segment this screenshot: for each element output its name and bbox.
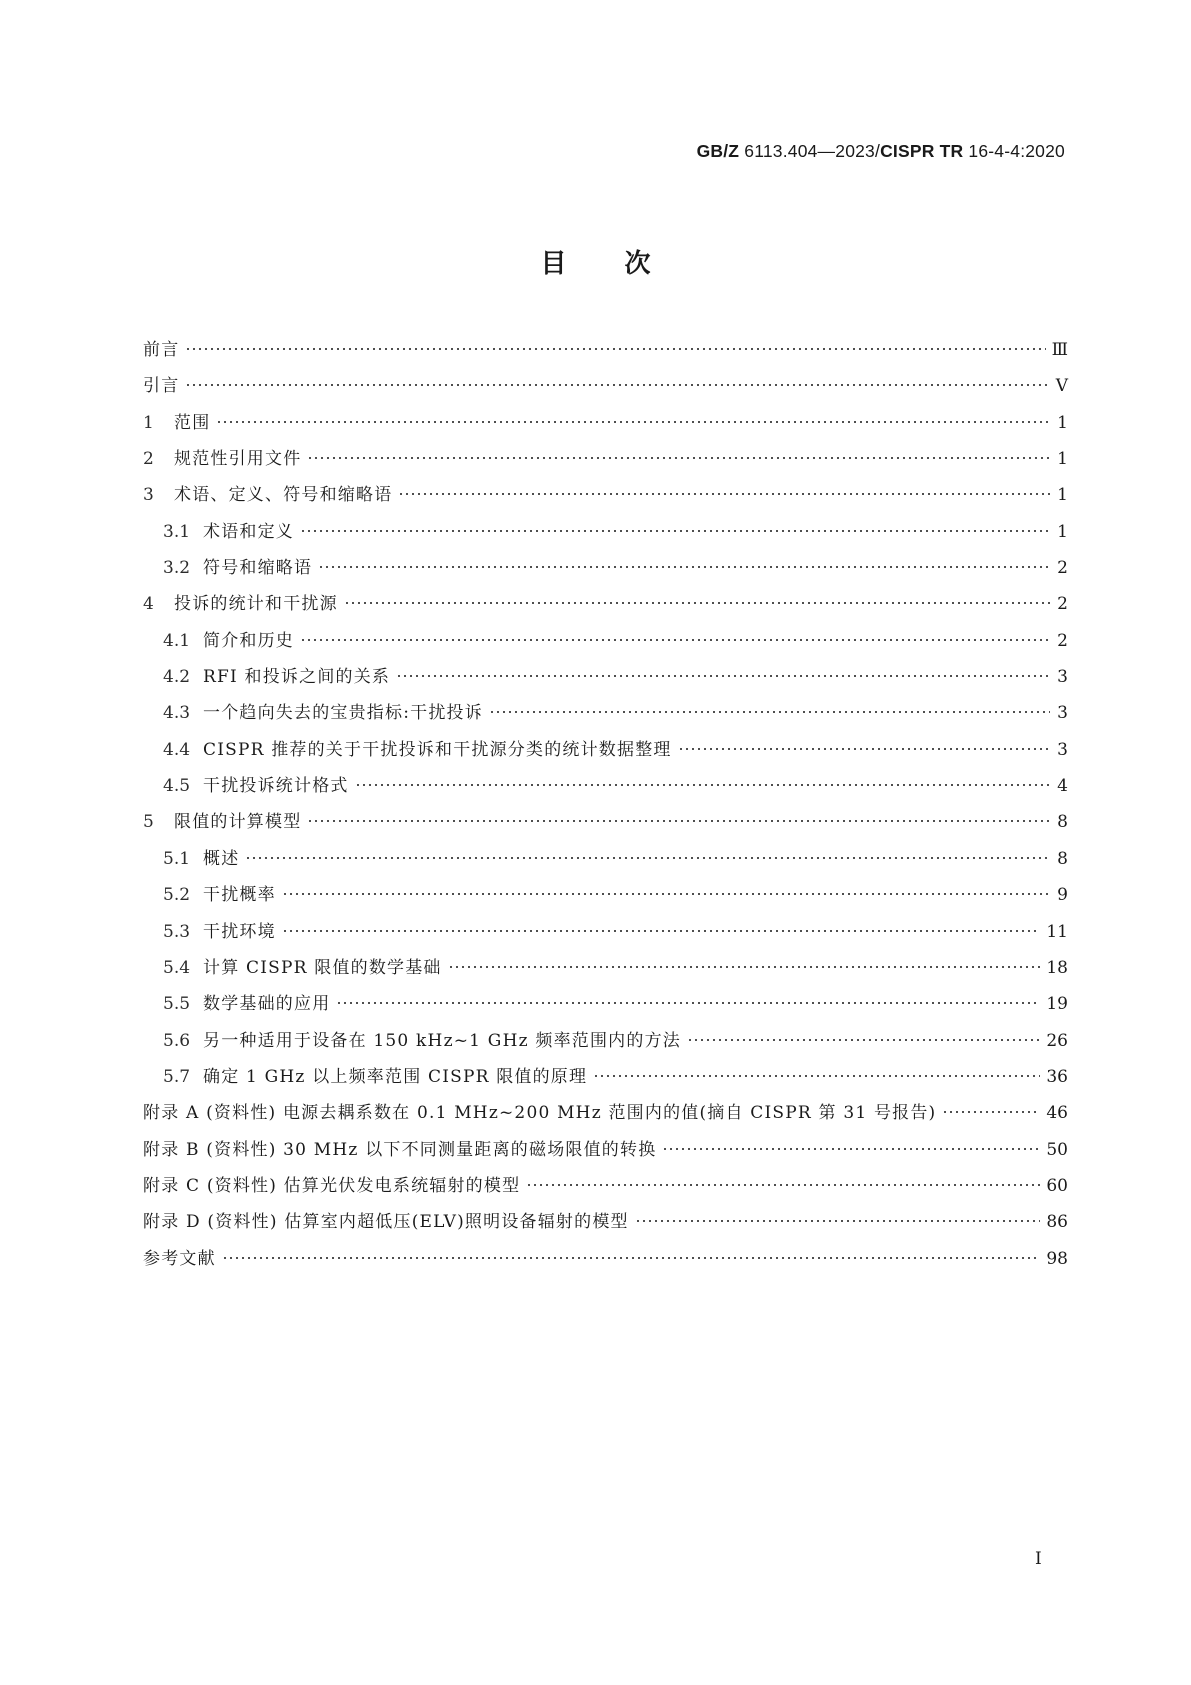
toc-entry-title: 规范性引用文件 — [174, 449, 302, 470]
toc-entry-title: 前言 — [143, 340, 180, 360]
page-number: Ⅰ — [1035, 1549, 1042, 1569]
toc-leader-dots — [185, 347, 1045, 351]
toc-entry-number: 5.6 — [163, 1030, 191, 1051]
toc-entry-number: 5.1 — [163, 848, 191, 869]
toc-entry-title: 限值的计算模型 — [174, 812, 302, 833]
toc-entry-page: 1 — [1057, 521, 1068, 542]
toc-entry[interactable] — [143, 1207, 1068, 1243]
toc-entry-number: 3.1 — [163, 521, 191, 542]
toc-entry-number: 1 — [143, 412, 154, 433]
toc-entry-title: 干扰概率 — [203, 885, 276, 906]
toc-leader-dots — [355, 783, 1050, 787]
toc-leader-dots — [662, 1147, 1040, 1151]
toc-leader-dots — [489, 710, 1050, 714]
toc-entry-number: 4.2 — [163, 667, 191, 688]
toc-entry-page: 19 — [1046, 994, 1068, 1015]
toc-entry-page: 1 — [1057, 449, 1068, 470]
toc-leader-dots — [336, 1001, 1040, 1005]
toc-entry-number: 4.1 — [163, 630, 191, 651]
toc-entry[interactable] — [143, 408, 1068, 444]
toc-entry-title: 术语、定义、符号和缩略语 — [174, 485, 393, 506]
toc-entry-title: 干扰投诉统计格式 — [203, 776, 349, 797]
toc-entry-page: 46 — [1046, 1103, 1068, 1124]
toc-entry-title: 附录 A (资料性) 电源去耦系数在 0.1 MHz~200 MHz 范围内的值(摘自 CISPR 第 31 号报告) — [143, 1103, 937, 1124]
toc-entry-number: 4.5 — [163, 776, 191, 797]
toc-entry-title: 附录 D (资料性) 估算室内超低压(ELV)照明设备辐射的模型 — [143, 1212, 629, 1233]
toc-leader-dots — [222, 1256, 1041, 1260]
toc-leader-dots — [526, 1183, 1040, 1187]
document-code-prefix: GB/Z — [696, 141, 740, 161]
toc-entry-page: 98 — [1046, 1248, 1068, 1269]
table-of-contents — [143, 335, 1068, 1280]
toc-entry[interactable] — [143, 517, 1068, 553]
toc-entry[interactable] — [143, 662, 1068, 698]
toc-entry-page: 8 — [1057, 812, 1068, 833]
toc-entry-page: 4 — [1057, 776, 1068, 797]
toc-entry-page: 3 — [1057, 703, 1068, 724]
toc-leader-dots — [300, 529, 1050, 533]
toc-entry-title: 附录 B (资料性) 30 MHz 以下不同测量距离的磁场限值的转换 — [143, 1139, 657, 1160]
toc-entry-number: 5.2 — [163, 885, 191, 906]
toc-entry-page: 60 — [1046, 1175, 1068, 1196]
toc-entry[interactable] — [143, 335, 1068, 371]
toc-entry-title: 确定 1 GHz 以上频率范围 CISPR 限值的原理 — [203, 1066, 588, 1087]
toc-entry-title: 数学基础的应用 — [203, 994, 331, 1015]
toc-entry-title: 一个趋向失去的宝贵指标:干扰投诉 — [203, 703, 483, 724]
toc-leader-dots — [678, 747, 1050, 751]
toc-entry-title: 简介和历史 — [203, 630, 294, 651]
toc-entry[interactable] — [143, 989, 1068, 1025]
toc-leader-dots — [635, 1219, 1041, 1223]
toc-entry-title: 参考文献 — [143, 1248, 216, 1269]
toc-entry-page: 86 — [1046, 1212, 1068, 1233]
toc-entry-title: 投诉的统计和干扰源 — [174, 594, 338, 615]
toc-entry[interactable] — [143, 698, 1068, 734]
toc-entry[interactable] — [143, 553, 1068, 589]
toc-entry[interactable] — [143, 1171, 1068, 1207]
toc-entry-page: 9 — [1057, 885, 1068, 906]
toc-entry-page: 11 — [1046, 921, 1068, 942]
toc-leader-dots — [307, 456, 1050, 460]
toc-entry-number: 2 — [143, 449, 154, 470]
document-code-number: 6113.404—2023/ — [739, 141, 881, 161]
document-code-cispr: CISPR TR — [880, 141, 964, 161]
toc-leader-dots — [185, 383, 1049, 387]
toc-entry[interactable] — [143, 771, 1068, 807]
document-code — [697, 141, 1065, 162]
toc-entry-page: 8 — [1057, 848, 1068, 869]
toc-entry[interactable] — [143, 917, 1068, 953]
toc-leader-dots — [245, 856, 1050, 860]
toc-entry-page: 26 — [1046, 1030, 1068, 1051]
toc-entry[interactable] — [143, 589, 1068, 625]
toc-entry-page: 3 — [1057, 667, 1068, 688]
toc-entry-page: 18 — [1046, 957, 1068, 978]
toc-entry-number: 5 — [143, 812, 154, 833]
toc-entry-page: 1 — [1057, 412, 1068, 433]
toc-entry-title: 范围 — [174, 412, 211, 433]
toc-entry[interactable] — [143, 1098, 1068, 1134]
toc-leader-dots — [593, 1074, 1040, 1078]
toc-leader-dots — [687, 1038, 1040, 1042]
document-code-suffix: 16-4-4:2020 — [963, 141, 1065, 161]
toc-entry[interactable] — [143, 444, 1068, 480]
toc-leader-dots — [942, 1110, 1040, 1114]
toc-entry[interactable] — [143, 626, 1068, 662]
toc-entry-number: 5.4 — [163, 957, 191, 978]
toc-entry[interactable] — [143, 1026, 1068, 1062]
toc-leader-dots — [344, 601, 1050, 605]
toc-entry[interactable] — [143, 1135, 1068, 1171]
toc-entry-number: 5.7 — [163, 1066, 191, 1087]
toc-entry[interactable] — [143, 480, 1068, 516]
toc-entry-number: 3.2 — [163, 558, 191, 579]
toc-entry-title: CISPR 推荐的关于干扰投诉和干扰源分类的统计数据整理 — [203, 739, 672, 760]
toc-entry-page: 50 — [1046, 1139, 1068, 1160]
toc-leader-dots — [448, 965, 1041, 969]
toc-entry-number: 3 — [143, 485, 154, 506]
toc-entry-page: 3 — [1057, 739, 1068, 760]
toc-entry[interactable] — [143, 844, 1068, 880]
toc-entry-page: 1 — [1057, 485, 1068, 506]
toc-entry-page: 2 — [1057, 594, 1068, 615]
toc-entry[interactable] — [143, 735, 1068, 771]
toc-entry-title: 另一种适用于设备在 150 kHz~1 GHz 频率范围内的方法 — [203, 1030, 681, 1051]
toc-entry-title: 干扰环境 — [203, 921, 276, 942]
toc-leader-dots — [216, 420, 1050, 424]
toc-entry-page: 36 — [1046, 1066, 1068, 1087]
toc-leader-dots — [300, 638, 1050, 642]
toc-entry-title: 附录 C (资料性) 估算光伏发电系统辐射的模型 — [143, 1175, 521, 1196]
toc-entry-title: 引言 — [143, 376, 180, 397]
toc-entry-title: 符号和缩略语 — [203, 558, 313, 579]
toc-entry-page: Ⅴ — [1055, 376, 1068, 397]
toc-leader-dots — [396, 674, 1050, 678]
toc-entry-title: 计算 CISPR 限值的数学基础 — [203, 957, 442, 978]
toc-entry-title: 概述 — [203, 848, 240, 869]
toc-entry[interactable] — [143, 880, 1068, 916]
toc-entry-number: 4.4 — [163, 739, 191, 760]
toc-entry-page: Ⅲ — [1051, 340, 1068, 360]
toc-leader-dots — [282, 892, 1050, 896]
toc-entry-title: 术语和定义 — [203, 521, 294, 542]
toc-entry[interactable] — [143, 807, 1068, 843]
toc-entry[interactable] — [143, 1062, 1068, 1098]
toc-entry[interactable] — [143, 953, 1068, 989]
toc-entry-number: 5.3 — [163, 921, 191, 942]
toc-entry[interactable] — [143, 371, 1068, 407]
toc-entry-page: 2 — [1057, 630, 1068, 651]
toc-entry-number: 5.5 — [163, 994, 191, 1015]
toc-entry-title: RFI 和投诉之间的关系 — [203, 667, 391, 688]
toc-leader-dots — [282, 929, 1041, 933]
toc-leader-dots — [307, 819, 1050, 823]
toc-entry-number: 4 — [143, 594, 154, 615]
toc-entry[interactable] — [143, 1244, 1068, 1280]
page-title: 目次 — [540, 249, 709, 279]
toc-leader-dots — [318, 565, 1050, 569]
toc-entry-number: 4.3 — [163, 703, 191, 724]
toc-leader-dots — [398, 492, 1050, 496]
toc-entry-page: 2 — [1057, 558, 1068, 579]
